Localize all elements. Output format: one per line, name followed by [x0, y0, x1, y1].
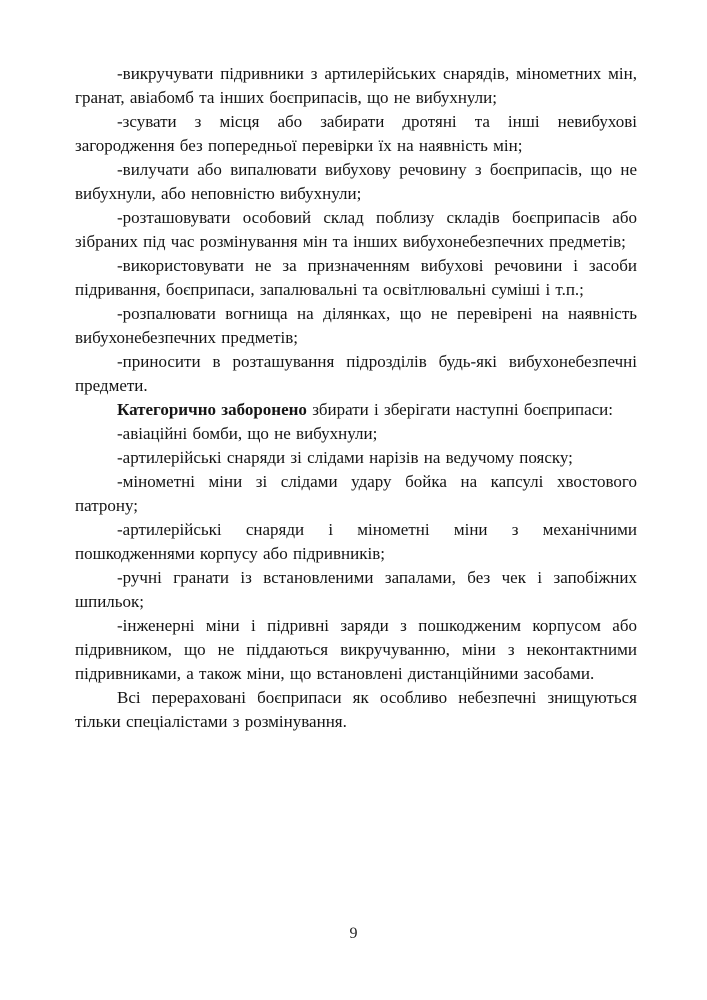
paragraph-text: -ручні гранати із встановленими запалами, без чек і запобіжних шпильок; [75, 568, 637, 611]
paragraph-text: Всі перераховані боєприпаси як особливо небезпечні знищуються тільки спеціалістами з розмінування. [75, 688, 637, 731]
paragraph-text: -розташовувати особовий склад поблизу складів боєприпасів або зібраних під час розмінування мін та інших вибухонебезпечних предметів; [75, 208, 637, 251]
document-paragraph [75, 62, 637, 110]
paragraph-text: -зсувати з місця або забирати дротяні та інші невибухові загородження без попередньої перевірки їх на наявність мін; [75, 112, 637, 155]
document-paragraph [75, 158, 637, 206]
paragraph-text: збирати і зберігати наступні боєприпаси: [306, 400, 613, 419]
paragraph-text: -артилерійські снаряди зі слідами нарізів на ведучому пояску; [117, 448, 573, 467]
document-paragraph-prohibition-heading [75, 398, 637, 422]
document-paragraph [75, 110, 637, 158]
paragraph-text: -артилерійські снаряди і мінометні міни з механічними пошкодженнями корпусу або підривників; [75, 520, 637, 563]
document-paragraph [75, 422, 637, 446]
document-paragraph [75, 686, 637, 734]
paragraph-text: -інженерні міни і підривні заряди з пошкодженим корпусом або підривником, що не піддаються викручуванню, міни з неконтактними підривниками, а також міни, що встановлені дистанційними засобами. [75, 616, 637, 683]
document-paragraph [75, 206, 637, 254]
document-paragraph [75, 470, 637, 518]
paragraph-lead-bold: Категорично заборонено [117, 400, 307, 419]
document-paragraph [75, 614, 637, 686]
paragraph-text: -розпалювати вогнища на ділянках, що не перевірені на наявність вибухонебезпечних предметів; [75, 304, 637, 347]
document-paragraph [75, 566, 637, 614]
document-paragraph [75, 446, 637, 470]
document-paragraph [75, 518, 637, 566]
document-paragraph [75, 254, 637, 302]
paragraph-text: -використовувати не за призначенням вибухові речовини і засоби підривання, боєприпаси, запалювальні та освітлювальні суміші і т.п.; [75, 256, 637, 299]
document-paragraph [75, 350, 637, 398]
document-paragraph [75, 302, 637, 350]
document-body [75, 62, 637, 734]
paragraph-text: -мінометні міни зі слідами удару бойка на капсулі хвостового патрону; [75, 472, 637, 515]
paragraph-text: -викручувати підривники з артилерійських снарядів, мінометних мін, гранат, авіабомб та інших боєприпасів, що не вибухнули; [75, 64, 637, 107]
paragraph-text: -авіаційні бомби, що не вибухнули; [117, 424, 378, 443]
page-number: 9 [349, 925, 358, 942]
paragraph-text: -вилучати або випалювати вибухову речовину з боєприпасів, що не вибухнули, або неповністю вибухнули; [75, 160, 637, 203]
paragraph-text: -приносити в розташування підрозділів будь-які вибухонебезпечні предмети. [75, 352, 637, 395]
